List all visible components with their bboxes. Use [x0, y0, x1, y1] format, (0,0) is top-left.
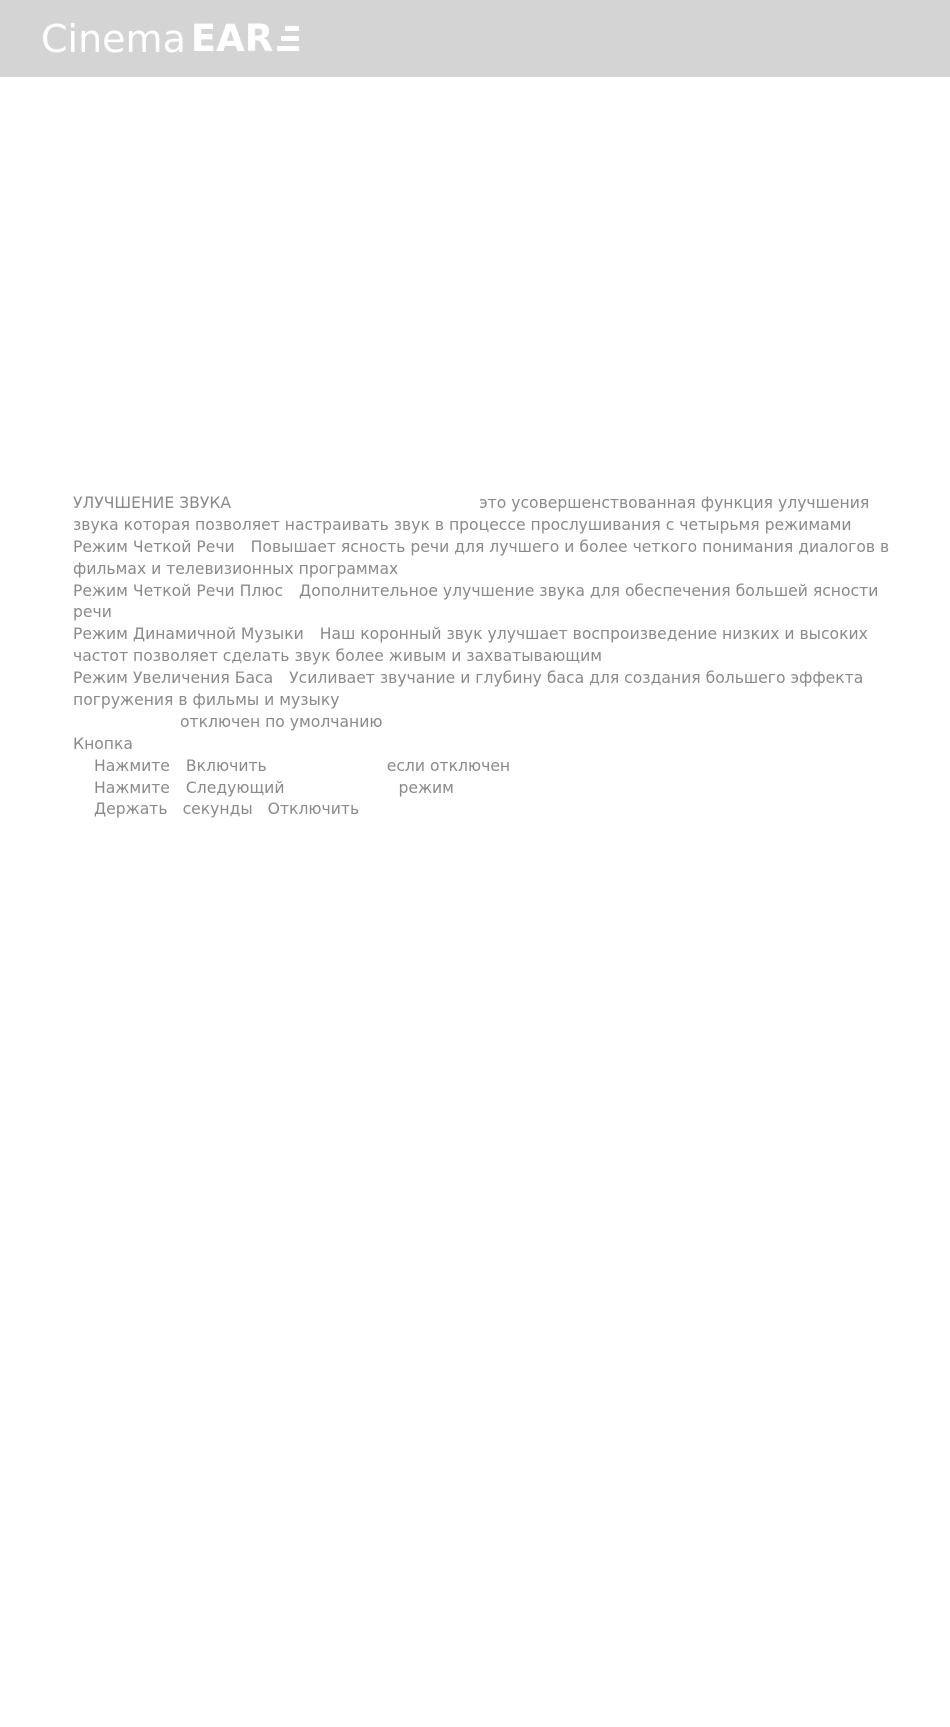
section-title: УЛУЧШЕНИЕ ЗВУКА	[73, 494, 232, 512]
mode-description: Дополнительное улучшение звука для обеспечения большей ясности	[299, 581, 879, 600]
button-heading: Кнопка	[73, 734, 133, 753]
logo-text-cinema: Cinema	[41, 17, 186, 61]
logo-text-ear: EAR	[190, 17, 274, 60]
button-step-3	[73, 799, 873, 821]
intro-line-1	[73, 493, 873, 515]
step-action: Нажмите	[94, 756, 170, 775]
mode-dynamic-music-line-2: частот позволяет сделать звук более живым и захватывающим	[73, 647, 602, 666]
mode-name: Режим Четкой Речи Плюс	[73, 581, 284, 600]
mode-clear-speech-plus-line-2: речи	[73, 603, 112, 622]
cinemaear-logo[interactable]	[41, 19, 299, 59]
mode-clear-speech-line-1	[73, 537, 890, 559]
step-target: Следующий	[185, 778, 285, 797]
mode-dynamic-music-line-1	[73, 624, 873, 646]
site-header	[0, 0, 950, 77]
step-condition: если отключен	[386, 756, 511, 775]
button-step-1	[73, 756, 873, 778]
step-duration: секунды	[182, 800, 253, 819]
mode-clear-speech-line-2: фильмах и телевизионных программах	[73, 559, 399, 578]
mode-description: Усиливает звучание и глубину баса для создания большего эффекта	[289, 669, 864, 688]
intro-text: это усовершенствованная функция улучшения	[479, 494, 870, 512]
step-target: Отключить	[267, 800, 360, 819]
mode-name: Режим Динамичной Музыки	[73, 625, 304, 644]
mode-description: Наш коронный звук улучшает воспроизведение низких и высоких	[319, 625, 868, 644]
step-action: Нажмите	[94, 778, 170, 797]
step-target: Включить	[185, 756, 267, 775]
step-action: Держать	[94, 800, 168, 819]
mode-name: Режим Четкой Речи	[73, 537, 235, 556]
step-condition: режим	[398, 778, 454, 797]
mode-bass-boost-line-2: погружения в фильмы и музыку	[73, 691, 340, 710]
mode-clear-speech-plus-line-1	[73, 581, 879, 603]
logo-bars-icon	[277, 24, 299, 54]
button-step-2	[73, 778, 873, 800]
default-off-note: отключен по умолчанию	[180, 712, 383, 731]
mode-bass-boost-line-1	[73, 668, 873, 690]
intro-line-2: звука которая позволяет настраивать звук в процессе прослушивания с четырьмя режимами	[73, 515, 852, 534]
mode-description: Повышает ясность речи для лучшего и более четкого понимания диалогов в	[250, 537, 890, 556]
mode-name: Режим Увеличения Баса	[73, 669, 274, 688]
sound-enhancement-description	[73, 493, 890, 821]
